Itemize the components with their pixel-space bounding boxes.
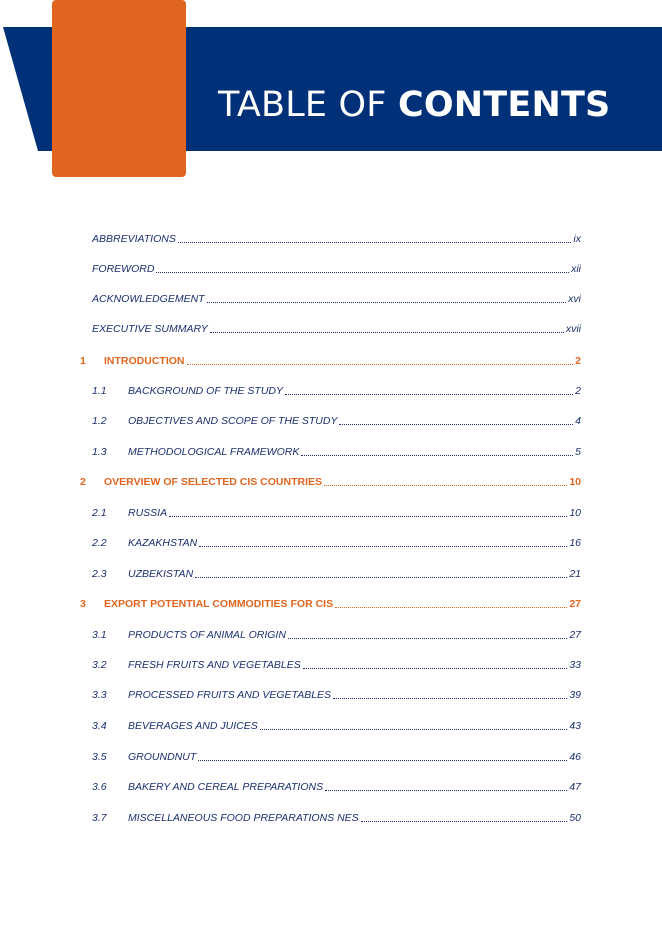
toc-section-entry[interactable] [92,443,581,459]
toc-entry-number: 3.1 [92,629,107,641]
toc-entry-title: FOREWORD [92,263,155,275]
toc-entry-title: ACKNOWLEDGEMENT [92,293,205,305]
toc-entry-number: 3.2 [92,659,107,671]
toc-chapter-entry[interactable] [80,595,581,611]
toc-page-number: 5 [575,446,581,458]
dot-leader [303,655,568,669]
toc-page-number: 10 [569,507,581,519]
toc-entry-number: 2.2 [92,537,107,549]
dot-leader [325,777,567,791]
dot-leader [324,472,567,486]
dot-leader [335,594,567,608]
dot-leader [361,808,568,822]
toc-section-entry[interactable] [92,504,581,520]
toc-page-number: 4 [575,415,581,427]
toc-entry-title: UZBEKISTAN [128,568,194,580]
toc-entry-title: BEVERAGES AND JUICES [128,720,258,732]
toc-front-entry[interactable] [92,290,581,306]
toc-entry-title: PRODUCTS OF ANIMAL ORIGIN [128,629,286,641]
toc-entry-title: GROUNDNUT [128,751,197,763]
title-light: TABLE OF [218,85,398,125]
toc-page-number: 27 [569,598,581,610]
toc-entry-title: BAKERY AND CEREAL PREPARATIONS [128,781,324,793]
toc-entry-title: PROCESSED FRUITS AND VEGETABLES [128,689,332,701]
title-bold: CONTENTS [397,85,611,125]
toc-entry-number: 1.1 [92,385,107,397]
dot-leader [210,319,564,333]
toc-chapter-entry[interactable] [80,352,581,368]
toc-chapter-entry[interactable] [80,473,581,489]
toc-entry-number: 2.3 [92,568,107,580]
dot-leader [156,259,569,273]
toc-entry-title: MISCELLANEOUS FOOD PREPARATIONS NES [128,812,359,824]
dot-leader [301,442,573,456]
dot-leader [285,381,573,395]
toc-page-number: 46 [569,751,581,763]
dot-leader [195,564,567,578]
toc-entry-number: 2 [80,476,86,488]
toc-entry-title: ABBREVIATIONS [92,233,176,245]
toc-entry-number: 3.5 [92,751,107,763]
toc-front-entry[interactable] [92,260,581,276]
toc-entry-title: OVERVIEW OF SELECTED CIS COUNTRIES [104,476,322,488]
dot-leader [169,503,567,517]
toc-page-number: 2 [575,385,581,397]
toc-entry-title: RUSSIA [128,507,168,519]
toc-entry-number: 2.1 [92,507,107,519]
toc-entry-title: OBJECTIVES AND SCOPE OF THE STUDY [128,415,338,427]
toc-page-number: 47 [569,781,581,793]
dot-leader [260,716,568,730]
toc-section-entry[interactable] [92,778,581,794]
dot-leader [178,229,572,243]
toc-entry-number: 3.6 [92,781,107,793]
toc-page-number: ix [573,233,581,245]
toc-page-number: xvi [568,293,581,305]
toc-entry-title: EXECUTIVE SUMMARY [92,323,208,335]
dot-leader [339,411,573,425]
toc-section-entry[interactable] [92,686,581,702]
toc-entry-title: BACKGROUND OF THE STUDY [128,385,283,397]
toc-section-entry[interactable] [92,656,581,672]
toc-entry-title: EXPORT POTENTIAL COMMODITIES FOR CIS [104,598,334,610]
toc-entry-title: FRESH FRUITS AND VEGETABLES [128,659,301,671]
toc-entry-title: METHODOLOGICAL FRAMEWORK [128,446,300,458]
toc-page-number: 33 [569,659,581,671]
toc-entry-number: 3 [80,598,86,610]
toc-entry-title: KAZAKHSTAN [128,537,198,549]
toc-entry-number: 3.7 [92,812,107,824]
toc-page-number: 27 [569,629,581,641]
dot-leader [288,625,567,639]
toc-page-number: 2 [575,355,581,367]
toc-entry-number: 1 [80,355,86,367]
toc-entry-number: 3.4 [92,720,107,732]
toc-section-entry[interactable] [92,565,581,581]
toc-page-number: 43 [569,720,581,732]
toc-page-number: 10 [569,476,581,488]
toc-page-number: 39 [569,689,581,701]
toc-front-entry[interactable] [92,320,581,336]
dot-leader [207,289,567,303]
toc-section-entry[interactable] [92,809,581,825]
dot-leader [199,533,567,547]
toc-section-entry[interactable] [92,748,581,764]
toc-entry-number: 1.2 [92,415,107,427]
toc-section-entry[interactable] [92,626,581,642]
dot-leader [198,747,567,761]
dot-leader [333,685,567,699]
toc-section-entry[interactable] [92,534,581,550]
toc-section-entry[interactable] [92,412,581,428]
toc-section-entry[interactable] [92,717,581,733]
toc-section-entry[interactable] [92,382,581,398]
toc-entry-number: 3.3 [92,689,107,701]
toc-page-number: xii [571,263,581,275]
toc-front-entry[interactable] [92,230,581,246]
toc-entry-title: INTRODUCTION [104,355,185,367]
toc-page-number: 50 [569,812,581,824]
toc-page-number: xvii [565,323,581,335]
toc-page-number: 16 [569,537,581,549]
toc-entry-number: 1.3 [92,446,107,458]
dot-leader [187,351,574,365]
toc-page-number: 21 [569,568,581,580]
